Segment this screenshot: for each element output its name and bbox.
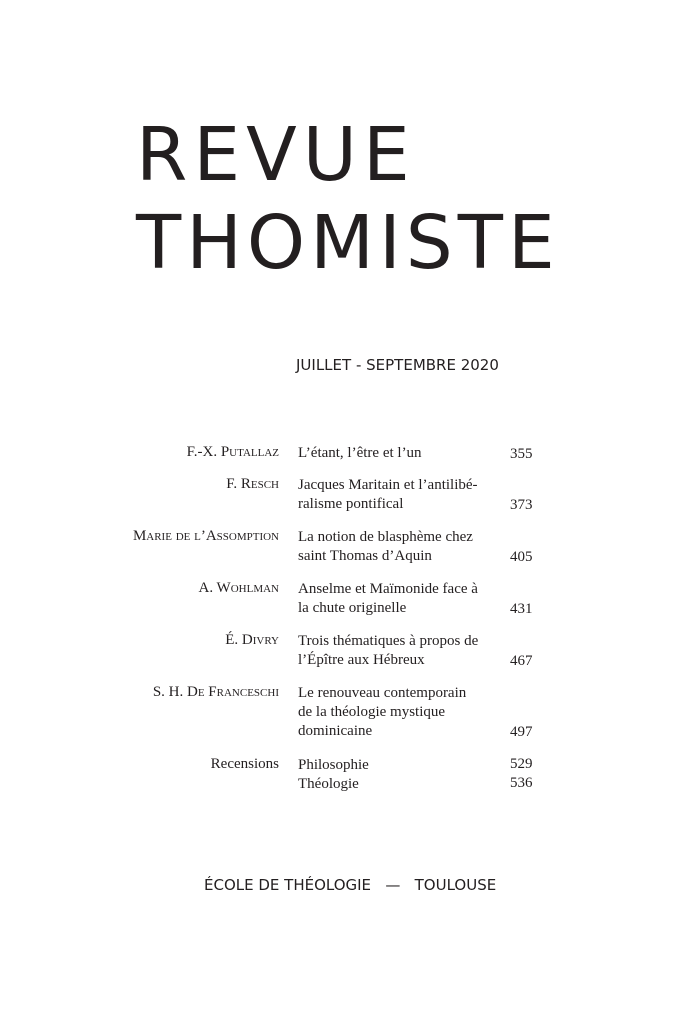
toc-author: É. Divry xyxy=(225,632,279,648)
toc-article-title xyxy=(298,632,498,670)
toc-page-number: 431 xyxy=(510,601,533,617)
toc-author: S. H. De Franceschi xyxy=(152,684,279,700)
toc-title-line: saint Thomas d’Aquin xyxy=(298,548,432,564)
toc-title-line: La notion de blasphème chez xyxy=(298,529,473,545)
toc-author: F.-X. Putallaz xyxy=(186,444,279,460)
toc-article-title xyxy=(298,444,498,463)
toc-page-number: 355 xyxy=(510,446,533,462)
toc-author: F. Resch xyxy=(226,476,279,492)
toc-page-number: 405 xyxy=(510,549,533,565)
toc-section-label: Recensions xyxy=(210,756,279,772)
toc-title-line: Le renouveau contemporain xyxy=(298,685,467,701)
toc-title-line: ralisme pontifical xyxy=(298,496,404,512)
toc-article-title xyxy=(298,775,498,794)
toc-title-line: de la théologie mystique xyxy=(298,704,446,720)
toc-article-title xyxy=(298,528,498,566)
toc-author: Marie de l’Assomption xyxy=(132,528,279,544)
toc-article-title xyxy=(298,580,498,618)
toc-title-line: Jacques Maritain et l’antilibé- xyxy=(298,477,478,493)
toc-page-number: 497 xyxy=(510,724,533,740)
issue-date: JUILLET - SEPTEMBRE 2020 xyxy=(296,356,499,374)
journal-title-line1: REVUE xyxy=(136,112,416,198)
toc-title-line: L’étant, l’être et l’un xyxy=(298,445,422,461)
toc-title-line: Philosophie xyxy=(298,757,369,773)
toc-page-number: 467 xyxy=(510,653,533,669)
toc-article-title xyxy=(298,756,498,775)
toc-title-line: Théologie xyxy=(298,776,359,792)
toc-title-line: Trois thématiques à propos de xyxy=(298,633,479,649)
toc-title-line: l’Épître aux Hébreux xyxy=(298,652,425,668)
publisher-footer: ÉCOLE DE THÉOLOGIE — TOULOUSE xyxy=(204,876,497,894)
toc-title-line: la chute originelle xyxy=(298,600,407,616)
toc-author: A. Wohlman xyxy=(198,580,279,596)
toc-article-title xyxy=(298,684,498,741)
toc-page-number: 536 xyxy=(510,775,533,791)
toc-title-line: Anselme et Maïmonide face à xyxy=(298,581,478,597)
journal-title-line2: THOMISTE xyxy=(136,200,560,286)
toc-page-number: 529 xyxy=(510,756,533,772)
toc-page-number: 373 xyxy=(510,497,533,513)
toc-article-title xyxy=(298,476,498,514)
toc-title-line: dominicaine xyxy=(298,723,373,739)
